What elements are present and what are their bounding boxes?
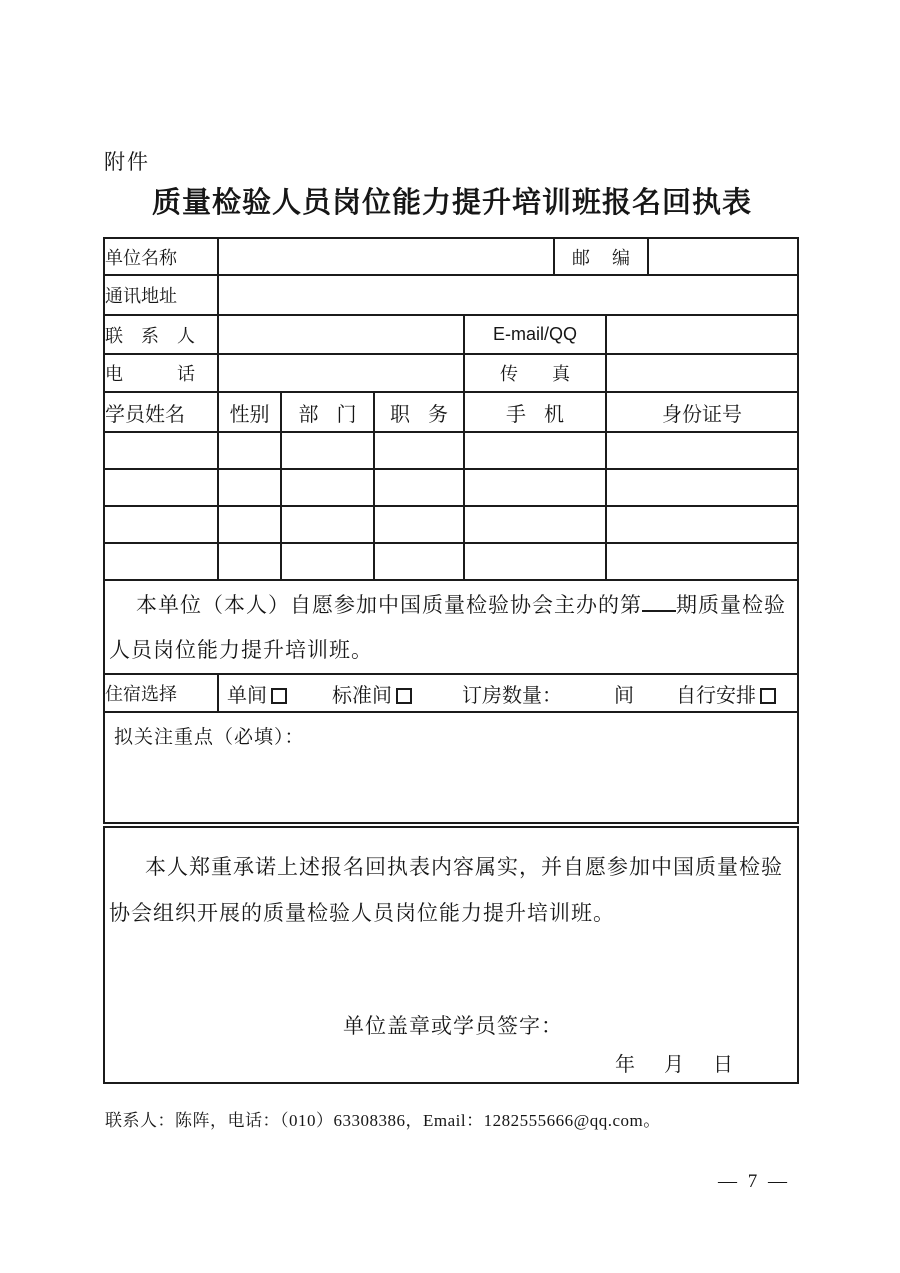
id-number-cell (606, 432, 798, 469)
position-cell (374, 469, 464, 506)
signature-label: 单位盖章或学员签字： (343, 1014, 563, 1038)
gender-cell (218, 469, 281, 506)
table-row (104, 354, 798, 392)
phone-text: 电话 (105, 364, 195, 384)
student-name-cell (104, 506, 218, 543)
student-header-row (104, 392, 798, 432)
position-cell (374, 432, 464, 469)
standard-room-checkbox-icon (396, 688, 412, 704)
accommodation-label (104, 674, 218, 712)
accommodation-row (104, 674, 798, 712)
focus-label: 拟关注重点（必填）： (114, 727, 305, 748)
registration-form-table (103, 237, 799, 1084)
address-value-cell (218, 275, 798, 315)
focus-cell (104, 712, 798, 825)
standard-room-text: 标准间 (332, 684, 392, 707)
postal-code-label (554, 238, 648, 275)
email-qq-label (464, 315, 606, 354)
gender-header (218, 392, 281, 432)
fax-value-cell (606, 354, 798, 392)
commitment-paragraph: 本人郑重承诺上述报名回执表内容属实，并自愿参加中国质量检验协会组织开展的质量检验人员岗位能力提升培训班。 (109, 855, 783, 925)
single-room-option (227, 679, 287, 708)
postal-code-text: 邮编 (572, 247, 630, 268)
id-number-cell (606, 469, 798, 506)
statement-prefix: 本单位（本人）自愿参加中国质量检验协会主办的第 (136, 593, 642, 617)
phone-label (104, 354, 218, 392)
department-text: 部门 (298, 403, 357, 426)
mobile-cell (464, 543, 606, 580)
page-title: 质量检验人员岗位能力提升培训班报名回执表 (151, 187, 752, 219)
session-blank-line (642, 589, 676, 612)
mobile-cell (464, 469, 606, 506)
statement-paragraph (105, 581, 797, 673)
self-arrange-option (676, 679, 776, 708)
student-name-cell (104, 469, 218, 506)
commitment-row (104, 825, 798, 1083)
position-header (374, 392, 464, 432)
room-unit-label: 间 (614, 684, 634, 707)
commitment-cell (104, 825, 798, 1083)
department-header (281, 392, 374, 432)
statement-suffix: 期质量检验人员岗位能力提升培训班。 (109, 593, 786, 662)
contact-person-label (104, 315, 218, 354)
position-text: 职务 (390, 403, 448, 426)
student-empty-row (104, 469, 798, 506)
student-empty-row (104, 506, 798, 543)
student-name-text: 学员姓名 (105, 403, 185, 426)
focus-row (104, 712, 798, 825)
mobile-cell (464, 506, 606, 543)
id-number-text: 身份证号 (662, 403, 742, 426)
statement-cell (104, 580, 798, 674)
phone-value-cell (218, 354, 464, 392)
single-room-checkbox-icon (271, 688, 287, 704)
unit-name-text: 单位名称 (105, 247, 177, 268)
table-row (104, 315, 798, 354)
email-qq-text: E-mail/QQ (492, 324, 577, 344)
student-name-cell (104, 432, 218, 469)
address-text: 通讯地址 (105, 286, 177, 306)
position-cell (374, 506, 464, 543)
single-room-text: 单间 (227, 684, 267, 707)
accommodation-options-cell (218, 674, 798, 712)
date-line: 年 月 日 (615, 1054, 733, 1076)
position-cell (374, 543, 464, 580)
table-row (104, 275, 798, 315)
id-number-header (606, 392, 798, 432)
gender-cell (218, 543, 281, 580)
attachment-label: 附件 (104, 150, 150, 174)
statement-row (104, 580, 798, 674)
unit-name-label (104, 238, 218, 275)
student-name-header (104, 392, 218, 432)
fax-label (464, 354, 606, 392)
accommodation-text: 住宿选择 (105, 684, 177, 704)
postal-code-value-cell (648, 238, 798, 275)
gender-cell (218, 432, 281, 469)
department-cell (281, 469, 374, 506)
student-name-cell (104, 543, 218, 580)
commitment-content (105, 828, 797, 1078)
contact-person-value-cell (218, 315, 464, 354)
address-label (104, 275, 218, 315)
department-cell (281, 506, 374, 543)
id-number-cell (606, 506, 798, 543)
footer-contact-info: 联系人：陈阵，电话：（010）63308386，Email：1282555666@qq.com。 (105, 1111, 661, 1130)
mobile-text: 手机 (506, 403, 564, 426)
mobile-cell (464, 432, 606, 469)
unit-name-value-cell (218, 238, 554, 275)
mobile-header (464, 392, 606, 432)
self-arrange-checkbox-icon (760, 688, 776, 704)
contact-person-text: 联系人 (105, 325, 195, 346)
standard-room-option (332, 679, 412, 708)
fax-text: 传真 (500, 364, 570, 384)
accommodation-options (219, 679, 797, 708)
page-number: — 7 — (718, 1171, 790, 1192)
gender-text: 性别 (229, 403, 270, 426)
booking-quantity-label: 订房数量： (462, 684, 562, 707)
department-cell (281, 543, 374, 580)
department-cell (281, 432, 374, 469)
student-empty-row (104, 543, 798, 580)
id-number-cell (606, 543, 798, 580)
email-qq-value-cell (606, 315, 798, 354)
table-row (104, 238, 798, 275)
gender-cell (218, 506, 281, 543)
self-arrange-text: 自行安排 (676, 684, 756, 707)
student-empty-row (104, 432, 798, 469)
